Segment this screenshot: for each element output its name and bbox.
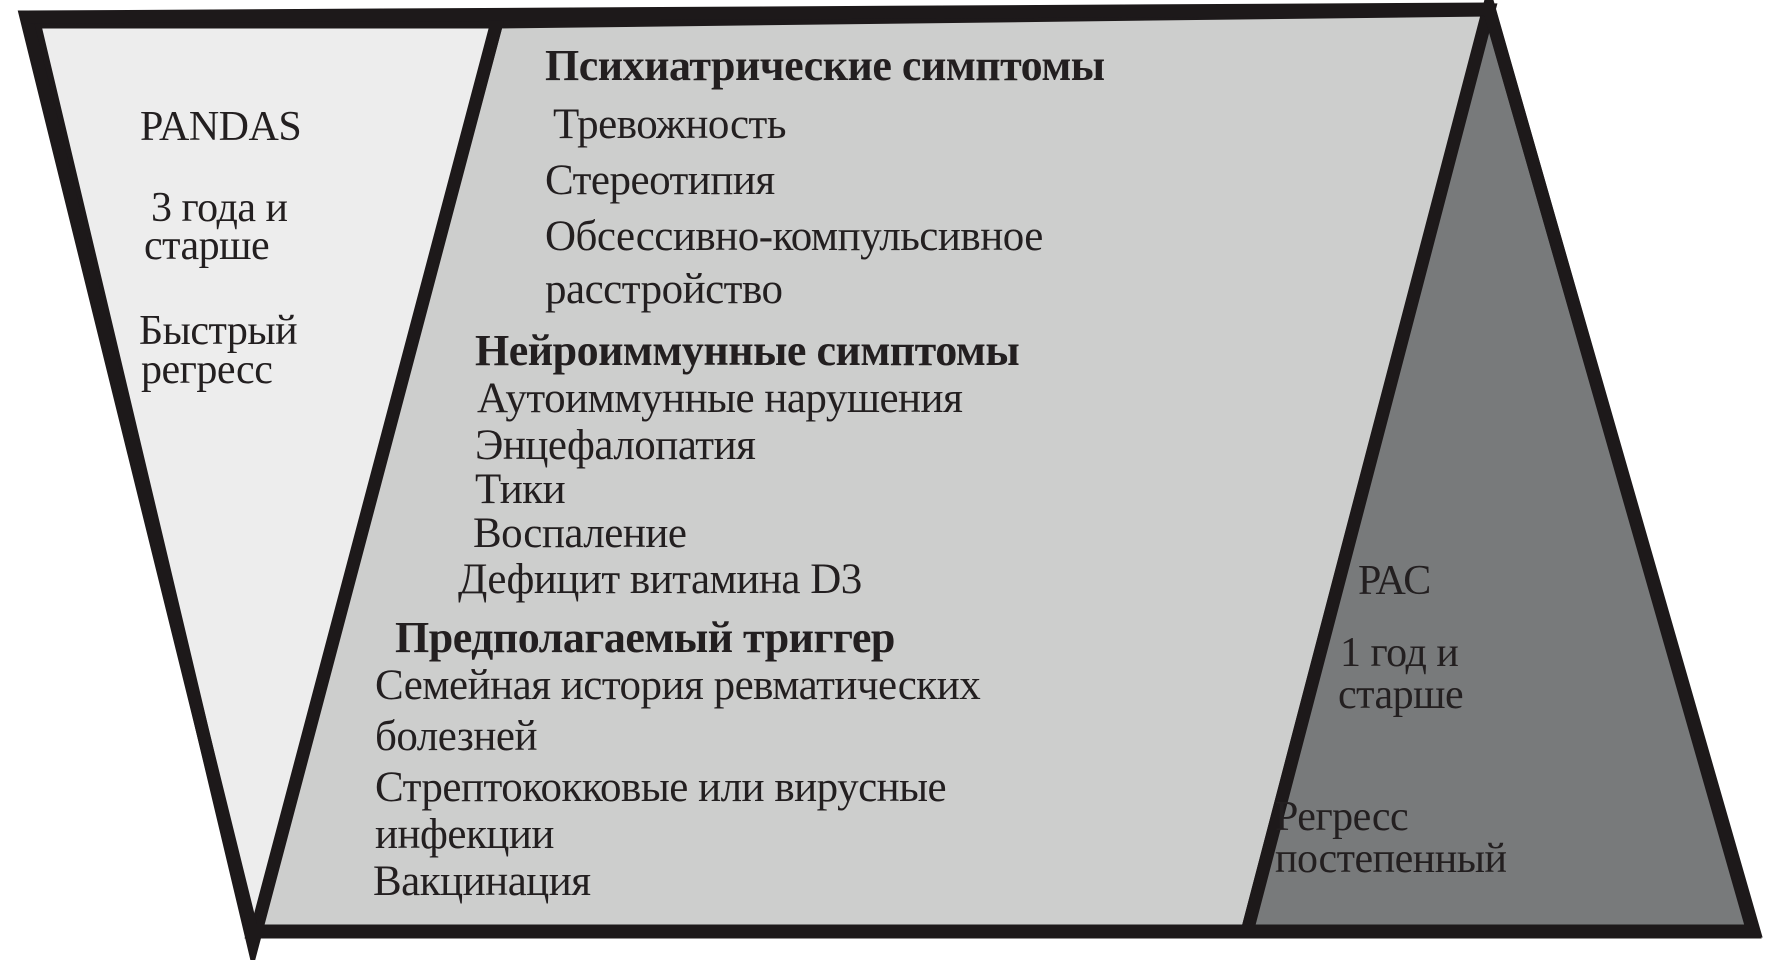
psychiatric-line-4: расстройство: [545, 266, 783, 313]
trigger-line-1: Семейная история ревматических: [375, 662, 981, 709]
neuroimmune-line-1: Аутоиммунные нарушения: [477, 375, 963, 422]
psychiatric-header: Психиатрические симптомы: [545, 41, 1105, 90]
asd-regress-line-2: постепенный: [1275, 836, 1507, 882]
neuroimmune-line-3: Тики: [475, 466, 566, 513]
psychiatric-line-1: Тревожность: [553, 101, 786, 148]
pandas-age-line-1: 3 года и: [151, 185, 288, 231]
neuroimmune-line-4: Воспаление: [473, 510, 687, 557]
asd-regress-line-1: Регресс: [1275, 794, 1409, 840]
psychiatric-line-2: Стереотипия: [545, 157, 775, 204]
trigger-line-4: инфекции: [375, 811, 554, 858]
trigger-line-5: Вакцинация: [373, 858, 591, 905]
trigger-header: Предполагаемый триггер: [395, 613, 895, 662]
asd-title: РАС: [1358, 558, 1431, 604]
trigger-line-2: болезней: [375, 713, 537, 760]
asd-age-line-1: 1 год и: [1340, 630, 1459, 676]
trigger-line-3: Стрептококковые или вирусные: [375, 764, 947, 811]
neuroimmune-line-2: Энцефалопатия: [475, 422, 756, 469]
pandas-regress-line-1: Быстрый: [139, 308, 298, 354]
pandas-title: PANDAS: [140, 104, 302, 150]
neuroimmune-header: Нейроиммунные симптомы: [475, 326, 1020, 375]
neuroimmune-line-5: Дефицит витамина D3: [458, 556, 862, 603]
asd-age-line-2: старше: [1338, 672, 1464, 718]
pandas-regress-line-2: регресс: [141, 347, 273, 393]
pandas-age-line-2: старше: [144, 223, 270, 269]
psychiatric-line-3: Обсессивно-компульсивное: [545, 213, 1043, 260]
